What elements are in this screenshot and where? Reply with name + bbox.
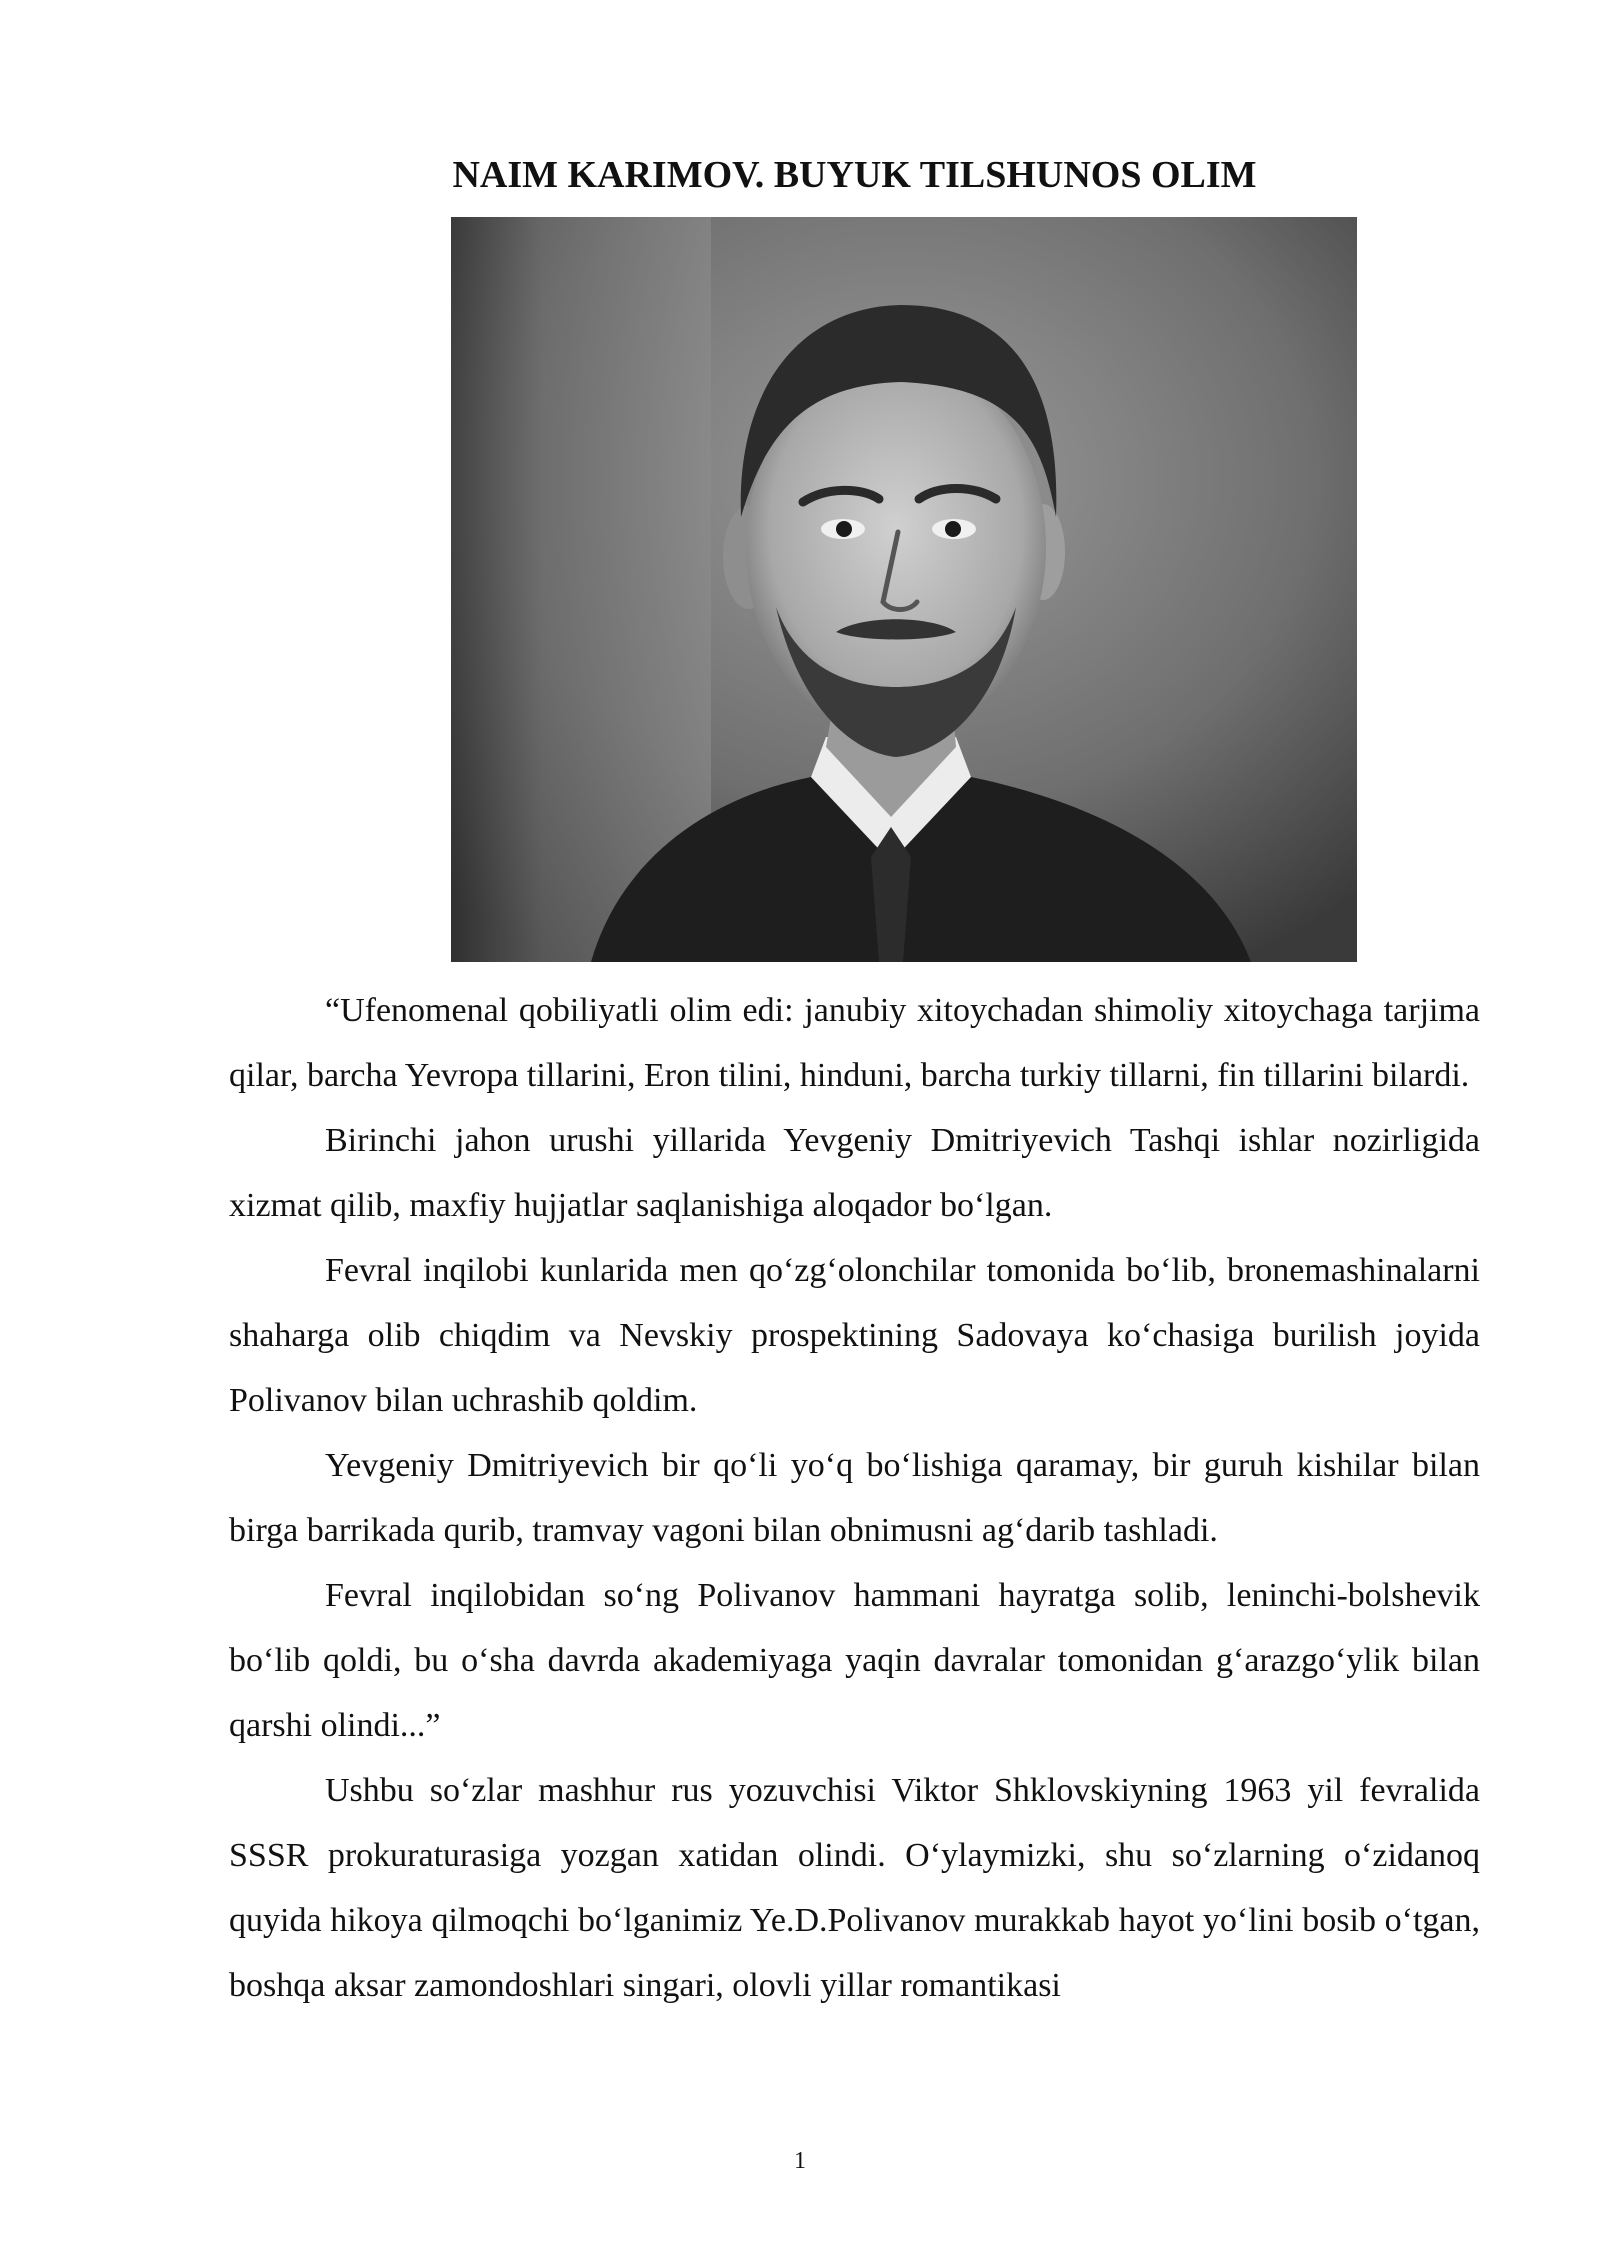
paragraph-quote-intro: “Ufenomenal qobiliyatli olim edi: janubiy xitoychadan shimoliy xitoychaga tarjima qilar, barcha Yevropa tillarini, Eron tilini, hinduni, barcha turkiy tillarni, fin tillarini bilardi. xyxy=(229,992,1480,1094)
portrait-photo xyxy=(451,217,1357,962)
page-number: 1 xyxy=(794,2148,806,2174)
paragraph-shklovsky-letter: Ushbu soʻzlar mashhur rus yozuvchisi Viktor Shklovskiyning 1963 yil fevralida SSSR prokuraturasiga yozgan xatidan olindi. Oʻylaymizki, shu soʻzlarning oʻzidanoq quyida hikoya qilmoqchi boʻlganimiz Ye.D.Polivanov murakkab hayot yoʻlini bosib oʻtgan, boshqa aksar zamondoshlari singari, olovli yillar romantikasi xyxy=(229,1772,1480,2004)
paragraph-ministry-service: Birinchi jahon urushi yillarida Yevgeniy Dmitriyevich Tashqi ishlar nozirligida xizmat qilib, maxfiy hujjatlar saqlanishiga aloqador boʻlgan. xyxy=(229,1122,1480,1224)
article-body xyxy=(229,978,1480,2018)
paragraph-february-revolution: Fevral inqilobi kunlarida men qoʻzgʻolonchilar tomonida boʻlib, bronemashinalarni shaharga olib chiqdim va Nevskiy prospektining Sadovaya koʻchasiga burilish joyida Polivanov bilan uchrashib qoldim. xyxy=(229,1252,1480,1419)
paragraph-bolshevik: Fevral inqilobidan soʻng Polivanov hammani hayratga solib, leninchi-bolshevik boʻlib qoldi, bu oʻsha davrda akademiyaga yaqin davralar tomonidan gʻarazgoʻylik bilan qarshi olindi...” xyxy=(229,1577,1480,1744)
document-title: NAIM KARIMOV. BUYUK TILSHUNOS OLIM xyxy=(452,154,1257,196)
paragraph-barricade: Yevgeniy Dmitriyevich bir qoʻli yoʻq boʻlishiga qaramay, bir guruh kishilar bilan birga barrikada qurib, tramvay vagoni bilan obnimusni agʻdarib tashladi. xyxy=(229,1447,1480,1549)
